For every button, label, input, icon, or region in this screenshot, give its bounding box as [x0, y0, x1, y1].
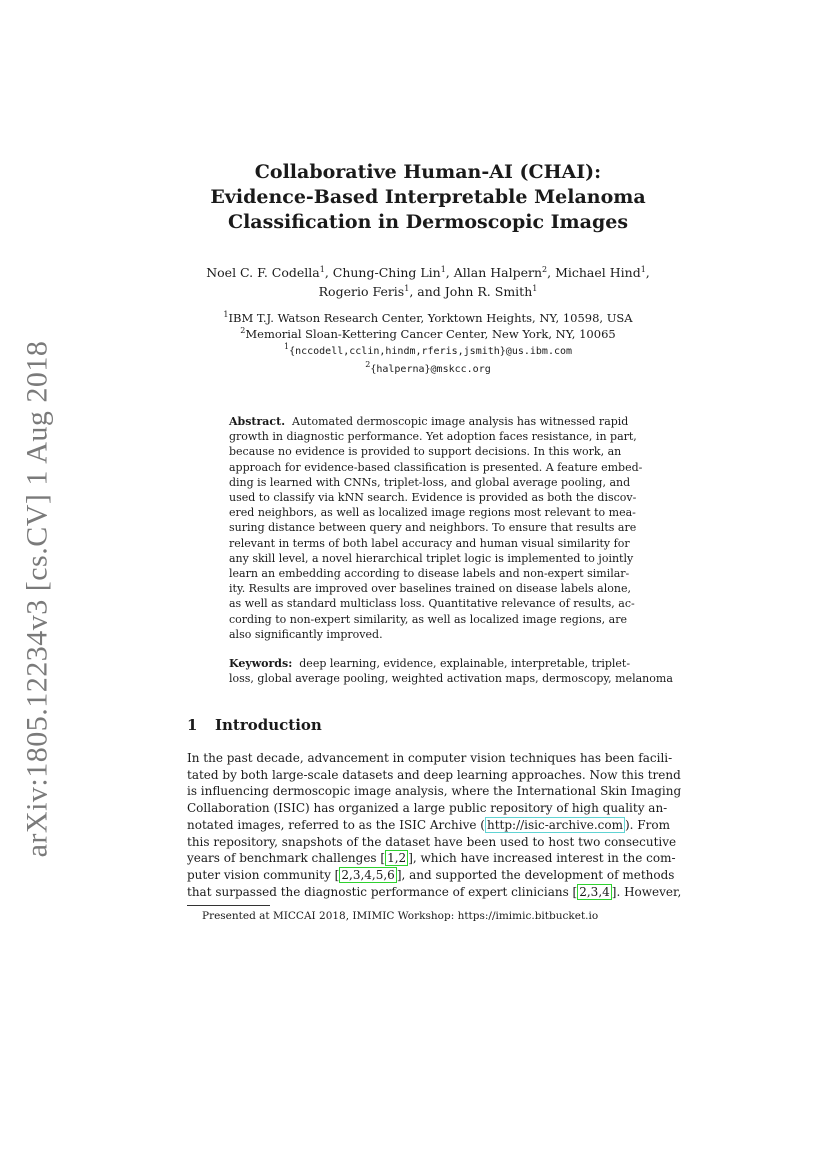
- abstract-line: ered neighbors, as well as localized image regions most relevant to mea-: [229, 506, 636, 520]
- abstract-line: relevant in terms of both label accuracy and human visual similarity for: [229, 536, 630, 550]
- author-affiliation-mark: 2: [542, 264, 548, 274]
- affiliation-text: IBM T.J. Watson Research Center, Yorktown Heights, NY, 10598, USA: [228, 311, 633, 325]
- author-affiliation-mark: 1: [532, 283, 538, 293]
- keywords-line: loss, global average pooling, weighted activation maps, dermoscopy, melanoma: [229, 672, 673, 686]
- author-conjunction: and: [417, 284, 441, 299]
- isic-archive-link[interactable]: http://isic-archive.com: [486, 817, 623, 832]
- citation-link[interactable]: 1,2: [387, 851, 407, 866]
- abstract-line: used to classify via kNN search. Evidence is provided as both the discov-: [229, 491, 637, 505]
- email-text: {nccodell,cclin,hindm,rferis,jsmith}@us.ibm.com: [289, 346, 573, 357]
- abstract-line: also significantly improved.: [229, 627, 383, 641]
- author-affiliation-mark: 1: [640, 264, 646, 274]
- abstract-line: Automated dermoscopic image analysis has witnessed rapid: [292, 415, 629, 428]
- arxiv-identifier: [20, 340, 55, 858]
- section-heading: [187, 716, 322, 734]
- body-line: this repository, snapshots of the dataset have been used to host two consecutive: [187, 834, 677, 849]
- abstract-line: any skill level, a novel hierarchical triplet logic is implemented to jointly: [229, 551, 634, 565]
- footnote-divider: [187, 905, 270, 906]
- abstract-line: ity. Results are improved over baselines trained on disease labels alone,: [229, 582, 631, 596]
- body-line: is influencing dermoscopic image analysis, where the International Skin Imaging: [187, 784, 682, 799]
- section-title: Introduction: [215, 716, 322, 734]
- abstract: [229, 414, 643, 642]
- affiliation-line: [180, 326, 676, 342]
- arxiv-identifier-text: arXiv:1805.12234v3 [cs.CV] 1 Aug 2018: [20, 340, 54, 858]
- affiliations: [180, 310, 676, 378]
- footnote: Presented at MICCAI 2018, IMIMIC Workshop: https://imimic.bitbucket.io: [202, 910, 599, 922]
- author-affiliation-mark: 1: [404, 283, 410, 293]
- author-affiliation-mark: 1: [440, 264, 446, 274]
- affiliation-mark: 1: [223, 310, 229, 320]
- citation-link[interactable]: 2,3,4,5,6: [341, 867, 395, 882]
- author-name: Allan Halpern: [453, 265, 543, 280]
- email-text: {halperna}@mskcc.org: [370, 364, 491, 375]
- paper-title: [150, 160, 706, 235]
- author-name: Michael Hind: [555, 265, 641, 280]
- affiliation-text: Memorial Sloan-Kettering Cancer Center, New York, NY, 10065: [245, 327, 616, 341]
- author-name: John R. Smith: [444, 284, 533, 299]
- section-number: 1: [187, 716, 198, 734]
- title-line: Evidence-Based Interpretable Melanoma: [210, 186, 646, 208]
- abstract-line: as well as standard multiclass loss. Quantitative relevance of results, ac-: [229, 597, 635, 611]
- introduction-text: [187, 750, 682, 900]
- abstract-line: approach for evidence-based classification is presented. A feature embed-: [229, 460, 643, 474]
- keywords-line: deep learning, evidence, explainable, interpretable, triplet-: [299, 657, 631, 670]
- abstract-line: growth in diagnostic performance. Yet adoption faces resistance, in part,: [229, 430, 637, 444]
- body-line: In the past decade, advancement in computer vision techniques has been facili-: [187, 751, 673, 765]
- body-text: puter vision community [: [187, 867, 340, 882]
- body-text: that surpassed the diagnostic performance of expert clinicians [: [187, 884, 578, 899]
- abstract-line: learn an embedding according to disease labels and non-expert similar-: [229, 567, 630, 581]
- body-line: [187, 850, 676, 867]
- citation-link[interactable]: 2,3,4: [579, 884, 610, 899]
- author-list: Noel C. F. Codella$^1$, Chung-Ching Lin$^1$, Allan Halpern$^2$, Michael Hind$^1$, Rogerio Feris$^1$, and John R. Smith$^1$: [206, 264, 650, 299]
- body-line: [187, 817, 670, 834]
- affiliation-mark: 2: [240, 326, 246, 336]
- body-text: ], and supported the development of methods: [396, 867, 675, 882]
- title-line: Collaborative Human-AI (CHAI):: [254, 161, 602, 183]
- email-line: [180, 342, 676, 360]
- abstract-line: because no evidence is provided to support decisions. In this work, an: [229, 445, 622, 459]
- body-line: [187, 867, 675, 884]
- author-name: Chung-Ching Lin: [332, 265, 441, 280]
- email-mark: 1: [283, 342, 290, 352]
- keywords-label: Keywords:: [229, 657, 293, 670]
- title-line: Classification in Dermoscopic Images: [227, 211, 629, 233]
- body-text: ], which have increased interest in the com-: [408, 851, 676, 866]
- affiliation-line: [180, 310, 676, 326]
- body-line: [187, 884, 682, 901]
- keywords: [229, 656, 673, 686]
- author-name: Rogerio Feris: [318, 284, 405, 299]
- author-affiliation-mark: 1: [319, 264, 325, 274]
- abstract-label: Abstract.: [229, 415, 286, 428]
- email-line: [180, 360, 676, 378]
- body-line: tated by both large-scale datasets and deep learning approaches. Now this trend: [187, 767, 681, 782]
- body-text: ]. However,: [611, 884, 682, 899]
- body-text: years of benchmark challenges [: [187, 851, 386, 866]
- abstract-line: cording to non-expert similarity, as well as localized image regions, are: [229, 612, 627, 626]
- body-text: notated images, referred to as the ISIC Archive (: [187, 817, 485, 832]
- body-line: Collaboration (ISIC) has organized a large public repository of high quality an-: [187, 801, 668, 816]
- abstract-line: suring distance between query and neighbors. To ensure that results are: [229, 521, 637, 535]
- author-name: Noel C. F. Codella: [206, 265, 320, 280]
- abstract-line: ding is learned with CNNs, triplet-loss, and global average pooling, and: [229, 475, 631, 489]
- body-text: ). From: [624, 817, 670, 832]
- email-mark: 2: [365, 360, 371, 370]
